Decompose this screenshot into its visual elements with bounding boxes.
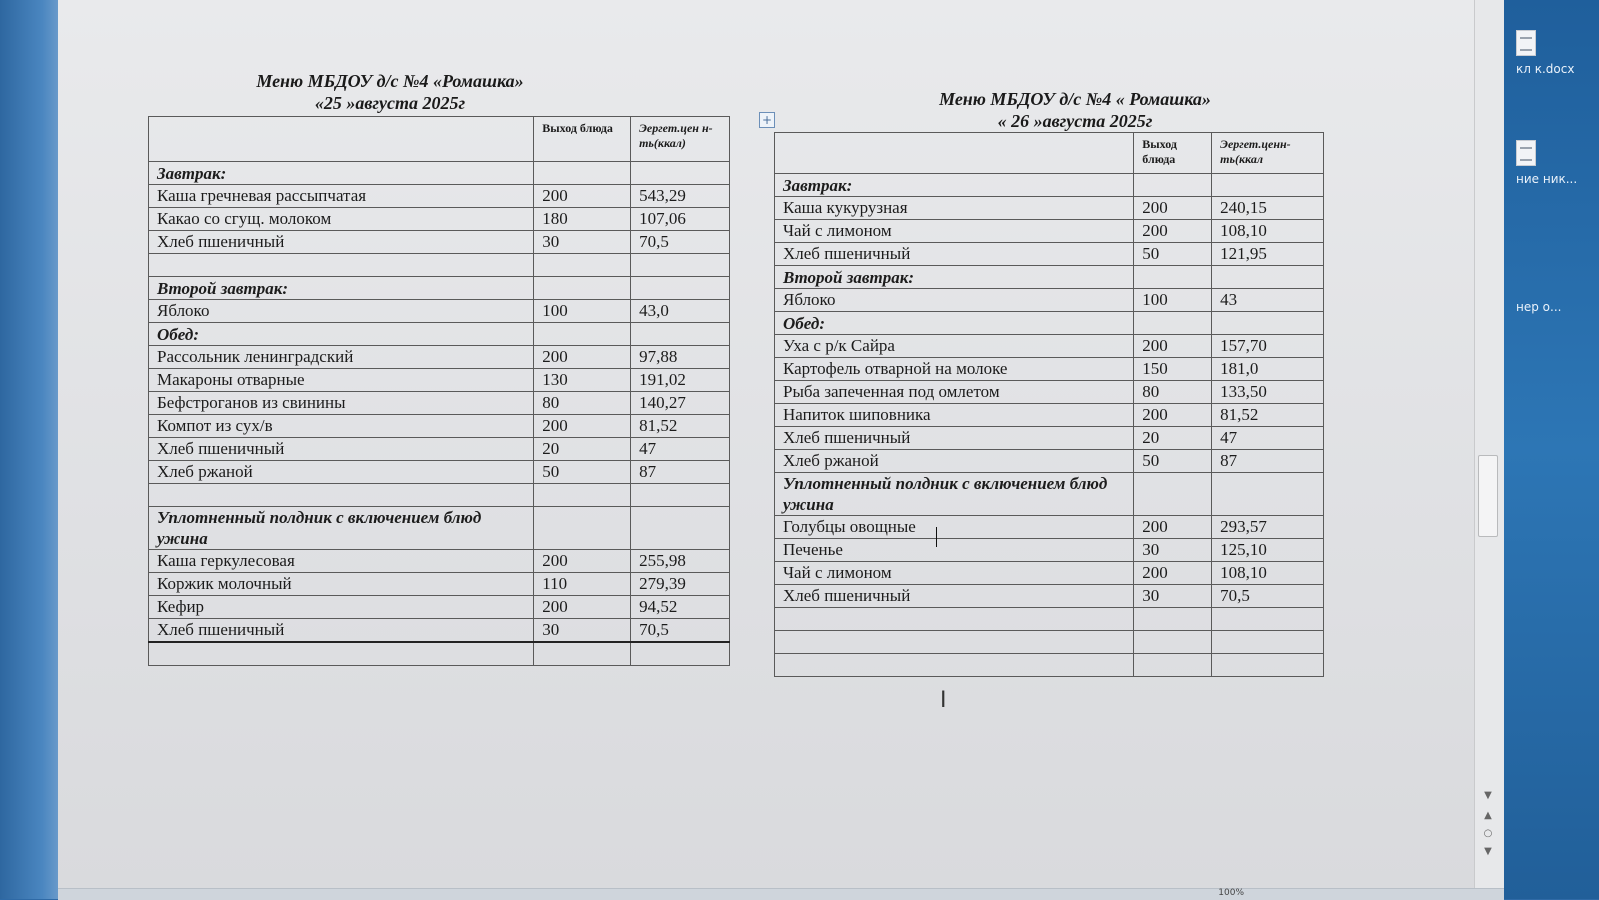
kcal-cell[interactable]: 140,27 <box>631 392 730 415</box>
yield-cell[interactable]: 200 <box>534 596 631 619</box>
yield-cell[interactable]: 130 <box>534 369 631 392</box>
section-heading[interactable]: Уплотненный полдник с включением блюд ужина <box>775 473 1134 516</box>
yield-cell[interactable]: 200 <box>1134 404 1212 427</box>
table-row <box>775 381 1324 404</box>
desktop-file-3[interactable] <box>1516 300 1596 315</box>
kcal-cell[interactable]: 293,57 <box>1212 516 1324 539</box>
empty-cell[interactable] <box>775 631 1134 654</box>
right-menu-title <box>885 88 1265 132</box>
section-row <box>149 277 730 300</box>
dish-name-cell[interactable]: Хлеб пшеничный <box>149 231 534 254</box>
table-header-row <box>775 133 1324 174</box>
table-move-handle-icon[interactable]: + <box>759 112 775 128</box>
empty-cell[interactable] <box>534 484 631 507</box>
table-row <box>149 550 730 573</box>
empty-row <box>775 608 1324 631</box>
section-heading[interactable]: Завтрак: <box>775 174 1134 197</box>
yield-cell[interactable]: 110 <box>534 573 631 596</box>
empty-cell[interactable] <box>534 162 631 185</box>
next-page-icon[interactable]: ▼ <box>1484 846 1492 857</box>
table-row <box>149 415 730 438</box>
kcal-cell[interactable]: 107,06 <box>631 208 730 231</box>
right-menu-table[interactable] <box>774 132 1324 677</box>
empty-cell[interactable] <box>1134 473 1212 516</box>
empty-cell[interactable] <box>775 654 1134 677</box>
empty-cell[interactable] <box>149 642 534 666</box>
zoom-level[interactable]: 100% <box>1218 888 1244 898</box>
dish-name-cell[interactable]: Хлеб пшеничный <box>775 243 1134 266</box>
table-row <box>149 346 730 369</box>
kcal-cell[interactable]: 255,98 <box>631 550 730 573</box>
empty-cell[interactable] <box>1134 608 1212 631</box>
dish-name-cell[interactable]: Яблоко <box>775 289 1134 312</box>
table-row <box>149 300 730 323</box>
yield-cell[interactable]: 80 <box>1134 381 1212 404</box>
empty-cell[interactable] <box>1134 312 1212 335</box>
header-dish[interactable] <box>775 133 1134 174</box>
dish-name-cell[interactable]: Какао со сгущ. молоком <box>149 208 534 231</box>
empty-row <box>149 254 730 277</box>
yield-cell[interactable]: 200 <box>1134 562 1212 585</box>
table-row <box>149 369 730 392</box>
yield-cell[interactable]: 200 <box>1134 197 1212 220</box>
dish-name-cell[interactable]: Кефир <box>149 596 534 619</box>
right-title-text: Меню МБДОУ д/с №4 « Ромашка» <box>939 89 1211 109</box>
dish-name-cell[interactable]: Каша кукурузная <box>775 197 1134 220</box>
left-date-text: «25 »августа 2025г <box>314 93 466 113</box>
left-menu-title <box>200 70 580 114</box>
table-row <box>149 573 730 596</box>
header-energy[interactable]: Эергет.ценн-ть(ккал <box>1212 133 1324 174</box>
dish-name-cell[interactable]: Хлеб ржаной <box>775 450 1134 473</box>
table-row <box>149 185 730 208</box>
desktop-file-1[interactable] <box>1516 30 1596 77</box>
kcal-cell[interactable]: 108,10 <box>1212 220 1324 243</box>
desktop-file-3-label: нер о... <box>1516 300 1562 314</box>
yield-cell[interactable]: 50 <box>534 461 631 484</box>
kcal-cell[interactable]: 43 <box>1212 289 1324 312</box>
empty-cell[interactable] <box>1212 654 1324 677</box>
kcal-cell[interactable]: 87 <box>631 461 730 484</box>
section-row <box>775 174 1324 197</box>
table-row <box>775 358 1324 381</box>
dish-name-cell[interactable]: Картофель отварной на молоке <box>775 358 1134 381</box>
prev-page-icon[interactable]: ▲ <box>1484 810 1492 821</box>
empty-cell[interactable] <box>534 507 631 550</box>
table-row <box>775 516 1324 539</box>
dish-name-cell[interactable]: Рыба запеченная под омлетом <box>775 381 1134 404</box>
status-bar <box>58 888 1504 900</box>
table-row <box>775 562 1324 585</box>
desktop-file-2-label: ние ник... <box>1516 172 1578 186</box>
yield-cell[interactable]: 200 <box>1134 220 1212 243</box>
table-row <box>775 404 1324 427</box>
dish-name-cell[interactable]: Хлеб пшеничный <box>775 585 1134 608</box>
dish-name-cell[interactable]: Уха с р/к Сайра <box>775 335 1134 358</box>
empty-cell[interactable] <box>1212 266 1324 289</box>
table-row <box>775 585 1324 608</box>
kcal-cell[interactable]: 125,10 <box>1212 539 1324 562</box>
text-caret <box>936 527 937 547</box>
section-heading[interactable]: Завтрак: <box>149 162 534 185</box>
table-row <box>149 461 730 484</box>
dish-name-cell[interactable]: Хлеб пшеничный <box>149 619 534 643</box>
table-row <box>775 450 1324 473</box>
empty-row <box>149 642 730 666</box>
yield-cell[interactable]: 30 <box>534 619 631 643</box>
empty-cell[interactable] <box>1212 608 1324 631</box>
dish-name-cell[interactable]: Напиток шиповника <box>775 404 1134 427</box>
empty-cell[interactable] <box>631 162 730 185</box>
empty-cell[interactable] <box>631 507 730 550</box>
section-heading[interactable]: Уплотненный полдник с включением блюд ужина <box>149 507 534 550</box>
empty-cell[interactable] <box>149 254 534 277</box>
table-row <box>775 289 1324 312</box>
dish-name-cell[interactable]: Хлеб пшеничный <box>775 427 1134 450</box>
yield-cell[interactable]: 200 <box>1134 335 1212 358</box>
kcal-cell[interactable]: 97,88 <box>631 346 730 369</box>
empty-row <box>149 484 730 507</box>
empty-row <box>775 631 1324 654</box>
yield-cell[interactable]: 30 <box>1134 539 1212 562</box>
empty-cell[interactable] <box>1212 312 1324 335</box>
vertical-scrollbar[interactable] <box>1474 0 1505 888</box>
section-row <box>149 323 730 346</box>
kcal-cell[interactable]: 43,0 <box>631 300 730 323</box>
yield-cell[interactable]: 150 <box>1134 358 1212 381</box>
table-row <box>775 243 1324 266</box>
empty-cell[interactable] <box>1212 473 1324 516</box>
table-row <box>775 539 1324 562</box>
yield-cell[interactable]: 20 <box>534 438 631 461</box>
yield-cell[interactable]: 50 <box>1134 243 1212 266</box>
dish-name-cell[interactable]: Компот из сух/в <box>149 415 534 438</box>
empty-cell[interactable] <box>1134 174 1212 197</box>
table-row <box>149 392 730 415</box>
section-heading[interactable]: Обед: <box>149 323 534 346</box>
dish-name-cell[interactable]: Хлеб пшеничный <box>149 438 534 461</box>
dish-name-cell[interactable]: Коржик молочный <box>149 573 534 596</box>
right-date-text: « 26 »августа 2025г <box>997 111 1153 131</box>
empty-cell[interactable] <box>534 277 631 300</box>
empty-cell[interactable] <box>1134 631 1212 654</box>
table-row <box>775 197 1324 220</box>
section-heading[interactable]: Обед: <box>775 312 1134 335</box>
table-row <box>775 427 1324 450</box>
empty-cell[interactable] <box>534 323 631 346</box>
section-row <box>775 473 1324 516</box>
yield-cell[interactable]: 200 <box>534 550 631 573</box>
yield-cell[interactable]: 200 <box>534 415 631 438</box>
kcal-cell[interactable]: 47 <box>1212 427 1324 450</box>
empty-row <box>775 654 1324 677</box>
header-dish[interactable] <box>149 117 534 162</box>
empty-cell[interactable] <box>631 484 730 507</box>
table-row <box>775 220 1324 243</box>
kcal-cell[interactable]: 279,39 <box>631 573 730 596</box>
document-file-icon <box>1516 140 1536 166</box>
header-yield[interactable]: Выход блюда <box>1134 133 1212 174</box>
empty-cell[interactable] <box>1134 266 1212 289</box>
yield-cell[interactable]: 80 <box>534 392 631 415</box>
left-title-text: Меню МБДОУ д/с №4 «Ромашка» <box>256 71 524 91</box>
table-row <box>149 596 730 619</box>
yield-cell[interactable]: 100 <box>534 300 631 323</box>
window-left-edge <box>0 0 60 899</box>
table-row <box>775 335 1324 358</box>
desktop-file-1-label: кл к.docx <box>1516 62 1575 76</box>
section-heading[interactable]: Второй завтрак: <box>149 277 534 300</box>
dish-name-cell[interactable]: Печенье <box>775 539 1134 562</box>
yield-cell[interactable]: 30 <box>534 231 631 254</box>
dish-name-cell[interactable]: Чай с лимоном <box>775 562 1134 585</box>
empty-cell[interactable] <box>631 642 730 666</box>
scrollbar-thumb[interactable] <box>1478 455 1498 537</box>
table-row <box>149 208 730 231</box>
kcal-cell[interactable]: 240,15 <box>1212 197 1324 220</box>
dish-name-cell[interactable]: Бефстроганов из свинины <box>149 392 534 415</box>
yield-cell[interactable]: 30 <box>1134 585 1212 608</box>
kcal-cell[interactable]: 133,50 <box>1212 381 1324 404</box>
kcal-cell[interactable]: 94,52 <box>631 596 730 619</box>
kcal-cell[interactable]: 81,52 <box>631 415 730 438</box>
table-header-row <box>149 117 730 162</box>
section-heading[interactable]: Второй завтрак: <box>775 266 1134 289</box>
kcal-cell[interactable]: 70,5 <box>631 619 730 643</box>
section-row <box>149 162 730 185</box>
kcal-cell[interactable]: 70,5 <box>1212 585 1324 608</box>
yield-cell[interactable]: 200 <box>1134 516 1212 539</box>
dish-name-cell[interactable]: Голубцы овощные <box>775 516 1134 539</box>
dish-name-cell[interactable]: Чай с лимоном <box>775 220 1134 243</box>
section-row <box>149 507 730 550</box>
empty-cell[interactable] <box>631 323 730 346</box>
kcal-cell[interactable]: 121,95 <box>1212 243 1324 266</box>
dish-name-cell[interactable]: Макароны отварные <box>149 369 534 392</box>
section-row <box>775 312 1324 335</box>
dish-name-cell[interactable]: Яблоко <box>149 300 534 323</box>
empty-cell[interactable] <box>534 642 631 666</box>
kcal-cell[interactable]: 191,02 <box>631 369 730 392</box>
empty-cell[interactable] <box>1212 631 1324 654</box>
empty-cell[interactable] <box>1212 174 1324 197</box>
table-row <box>149 231 730 254</box>
document-file-icon <box>1516 30 1536 56</box>
empty-cell[interactable] <box>631 277 730 300</box>
yield-cell[interactable]: 200 <box>534 185 631 208</box>
yield-cell[interactable]: 20 <box>1134 427 1212 450</box>
empty-cell[interactable] <box>1134 654 1212 677</box>
left-menu-table[interactable] <box>148 116 730 666</box>
kcal-cell[interactable]: 87 <box>1212 450 1324 473</box>
desktop-file-2[interactable] <box>1516 140 1596 187</box>
dish-name-cell[interactable]: Хлеб ржаной <box>149 461 534 484</box>
dish-name-cell[interactable]: Каша гречневая рассыпчатая <box>149 185 534 208</box>
i-beam-cursor-icon: I <box>940 688 947 713</box>
desktop-area <box>1504 0 1599 899</box>
kcal-cell[interactable]: 543,29 <box>631 185 730 208</box>
section-row <box>775 266 1324 289</box>
table-row <box>149 438 730 461</box>
empty-cell[interactable] <box>775 608 1134 631</box>
yield-cell[interactable]: 50 <box>1134 450 1212 473</box>
empty-cell[interactable] <box>534 254 631 277</box>
kcal-cell[interactable]: 47 <box>631 438 730 461</box>
kcal-cell[interactable]: 157,70 <box>1212 335 1324 358</box>
browse-object-icon[interactable]: ○ <box>1483 828 1493 839</box>
table-row <box>149 619 730 643</box>
dish-name-cell[interactable]: Рассольник ленинградский <box>149 346 534 369</box>
kcal-cell[interactable]: 70,5 <box>631 231 730 254</box>
kcal-cell[interactable]: 81,52 <box>1212 404 1324 427</box>
scroll-down-arrow-icon[interactable]: ▼ <box>1484 790 1492 801</box>
kcal-cell[interactable]: 181,0 <box>1212 358 1324 381</box>
yield-cell[interactable]: 200 <box>534 346 631 369</box>
header-yield[interactable]: Выход блюда <box>534 117 631 162</box>
empty-cell[interactable] <box>631 254 730 277</box>
header-energy[interactable]: Эергет.цен н-ть(ккал) <box>631 117 730 162</box>
yield-cell[interactable]: 100 <box>1134 289 1212 312</box>
yield-cell[interactable]: 180 <box>534 208 631 231</box>
dish-name-cell[interactable]: Каша геркулесовая <box>149 550 534 573</box>
kcal-cell[interactable]: 108,10 <box>1212 562 1324 585</box>
empty-cell[interactable] <box>149 484 534 507</box>
